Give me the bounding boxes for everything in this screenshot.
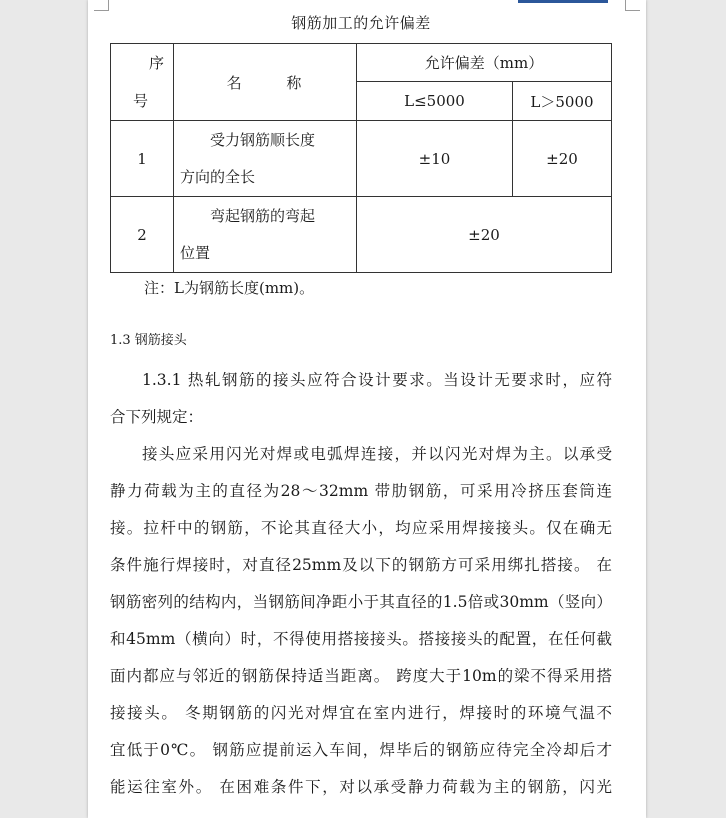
row-item-name xyxy=(174,197,357,273)
paragraph-line: 接头应采用闪光对焊或电弧焊连接，并以闪光对焊为主。以承受 xyxy=(142,445,612,463)
subheader-le-5000: L≤5000 xyxy=(357,82,513,121)
table-row xyxy=(111,197,612,273)
row-item-name-line1: 弯起钢筋的弯起 xyxy=(210,206,316,225)
margin-corner-mark-left xyxy=(94,0,109,11)
paragraph-1-3-1 xyxy=(110,362,612,436)
section-heading: 1.3 钢筋接头 xyxy=(110,333,187,348)
table-title: 钢筋加工的允许偏差 xyxy=(291,14,431,32)
paragraph-line: 接。拉杆中的钢筋，不论其直径大小，均应采用焊接接头。仅在确无 xyxy=(110,519,612,537)
selection-accent-bar xyxy=(518,0,608,3)
paragraph-line: 能运往室外。 在困难条件下，对以承受静力荷载为主的钢筋，闪光 xyxy=(110,778,612,796)
tolerance-table xyxy=(110,43,612,273)
row-item-name-line2: 位置 xyxy=(180,243,211,262)
row-item-name-line2: 方向的全长 xyxy=(180,167,256,186)
paragraph-line: 钢筋密列的结构内，当钢筋间净距小于其直径的1.5倍或30mm（竖向） xyxy=(110,593,612,611)
paragraph-line: 1.3.1 热轧钢筋的接头应符合设计要求。当设计无要求时，应符 xyxy=(142,371,612,389)
seq-header-top: 序 xyxy=(149,54,165,72)
subheader-gt-5000: L＞5000 xyxy=(513,82,612,121)
row-number: 1 xyxy=(111,121,174,197)
row-item-name-line1: 受力钢筋顺长度 xyxy=(210,130,316,149)
deviation-header-cell: 允许偏差（mm） xyxy=(357,44,612,82)
paragraph-line: 和45mm（横向）时，不得使用搭接接头。搭接接头的配置，在任何截 xyxy=(110,630,612,648)
paragraph-line: 静力荷载为主的直径为28～32mm 带肋钢筋，可采用冷挤压套筒连 xyxy=(110,482,612,500)
paragraph-line: 宜低于0℃。 钢筋应提前运入车间，焊毕后的钢筋应待完全冷却后才 xyxy=(110,741,612,759)
table-row xyxy=(111,121,612,197)
row-number: 2 xyxy=(111,197,174,273)
paragraph-line: 面内都应与邻近的钢筋保持适当距离。 跨度大于10m的梁不得采用搭 xyxy=(110,667,612,685)
paragraph-line: 条件施行焊接时，对直径25mm及以下的钢筋方可采用绑扎搭接。 在 xyxy=(110,556,612,574)
row-value-merged: ±20 xyxy=(357,197,612,273)
paragraph-joint-rules xyxy=(110,436,612,806)
paragraph-line: 合下列规定： xyxy=(110,408,204,426)
document-page xyxy=(88,0,646,818)
row-value-le-5000: ±10 xyxy=(357,121,513,197)
seq-header-cell xyxy=(111,44,174,121)
margin-corner-mark-right xyxy=(625,0,640,11)
seq-header-bottom: 号 xyxy=(133,92,149,110)
name-header-cell: 名 称 xyxy=(174,44,357,121)
row-value-gt-5000: ±20 xyxy=(513,121,612,197)
table-note: 注：L为钢筋长度(mm)。 xyxy=(144,279,315,297)
paragraph-line: 接接头。 冬期钢筋的闪光对焊宜在室内进行，焊接时的环境气温不 xyxy=(110,704,612,722)
table-header-row xyxy=(111,44,612,82)
row-item-name xyxy=(174,121,357,197)
